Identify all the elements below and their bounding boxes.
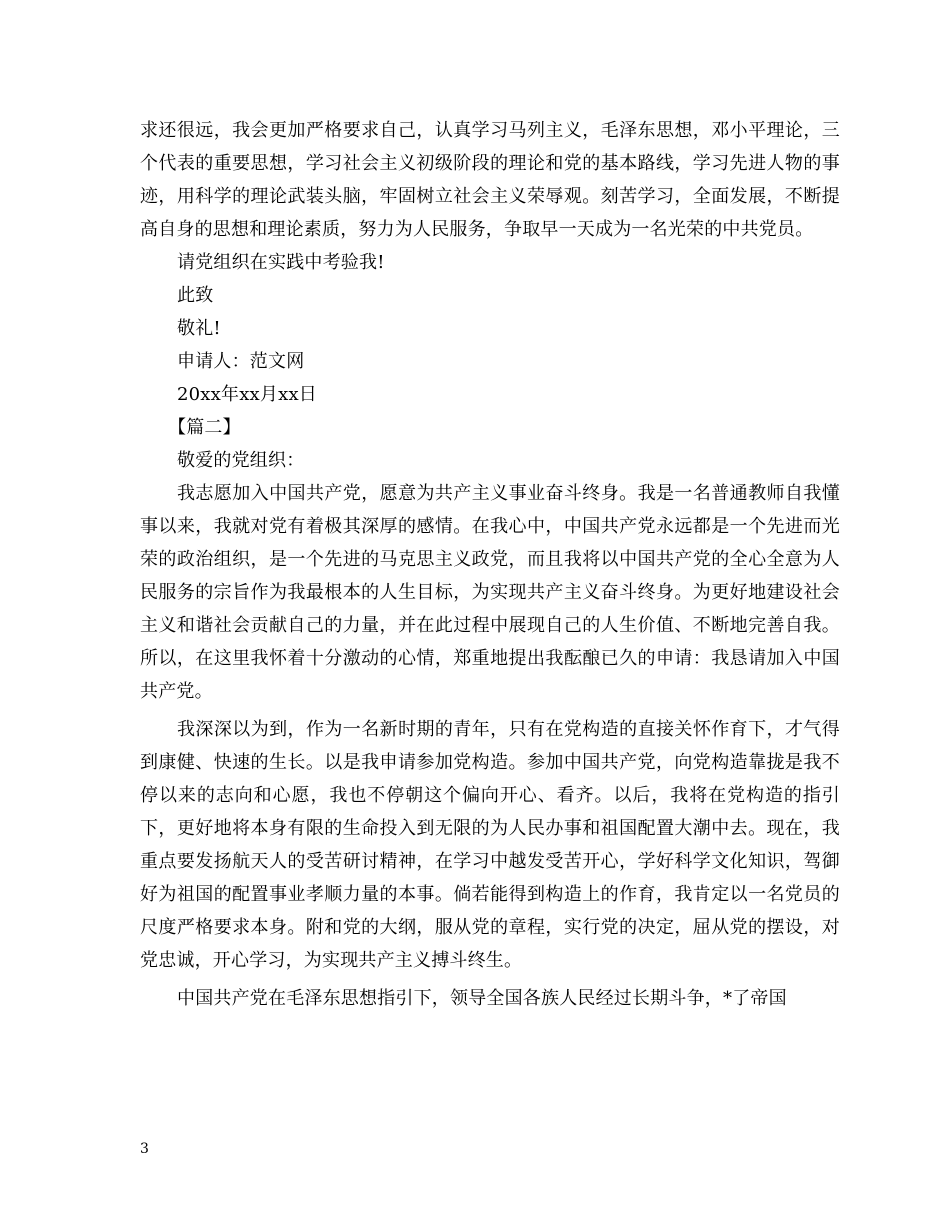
paragraph-1: 我志愿加入中国共产党，愿意为共产主义事业奋斗终身。我是一名普通教师自我懂事以来，我就对党有着极其深厚的感情。在我心中，中国共产党永远都是一个先进而光荣的政治组织，是一个先进的马克思主义政党，而且我将以中国共产党的全心全意为人民服务的宗旨作为我最根本的人生目标，为实现共产主义奋斗终身。为更好地建设社会主义和谐社会贡献自己的力量，并在此过程中展现自己的人生价值、不断地完善自我。所以，在这里我怀着十分激动的心情，郑重地提出我酝酿已久的申请：我恳请加入中国共产党。 [140,483,840,702]
paragraph-2: 我深深以为到，作为一名新时期的青年，只有在党构造的直接关怀作育下，才气得到康健、快速的生长。以是我申请参加党构造。参加中国共产党，向党构造靠拢是我不停以来的志向和心愿，我也不停朝这个偏向开心、看齐。以后，我将在党构造的指引下，更好地将本身有限的生命投入到无限的为人民办事和祖国配置大潮中去。现在，我重点要发扬航天人的受苦研讨精神，在学习中越发受苦开心，学好科学文化知识，驾御好为祖国的配置事业孝顺力量的本事。倘若能得到构造上的作育，我肯定以一名党员的尺度严格要求本身。附和党的大纲，服从党的章程，实行党的决定，屈从党的摆设，对党忠诚，开心学习，为实现共产主义搏斗终生。 [140,719,840,971]
page-number: 3 [140,1141,149,1157]
paragraph-3: 中国共产党在毛泽东思想指引下，领导全国各族人民经过长期斗争，*了帝国 [177,988,787,1009]
section-heading: 【篇二】 [168,417,241,438]
applicant-line: 申请人：范文网 [177,351,305,372]
salutation-cizhi: 此致 [177,285,214,306]
date-line: 20xx年xx月xx日 [177,384,318,405]
paragraph-continued: 求还很远，我会更加严格要求自己，认真学习马列主义，毛泽东思想，邓小平理论，三个代表的重要思想，学习社会主义初级阶段的理论和党的基本路线，学习先进人物的事迹，用科学的理论武装头脑，牢固树立社会主义荣辱观。刻苦学习，全面发展，不断提高自身的思想和理论素质，努力为人民服务，争取早一天成为一名光荣的中共党员。 [140,120,840,240]
document-body [140,114,840,1015]
salutation-jingli: 敬礼! [177,318,221,339]
greeting-line: 敬爱的党组织： [177,450,305,471]
request-line: 请党组织在实践中考验我! [177,252,385,273]
